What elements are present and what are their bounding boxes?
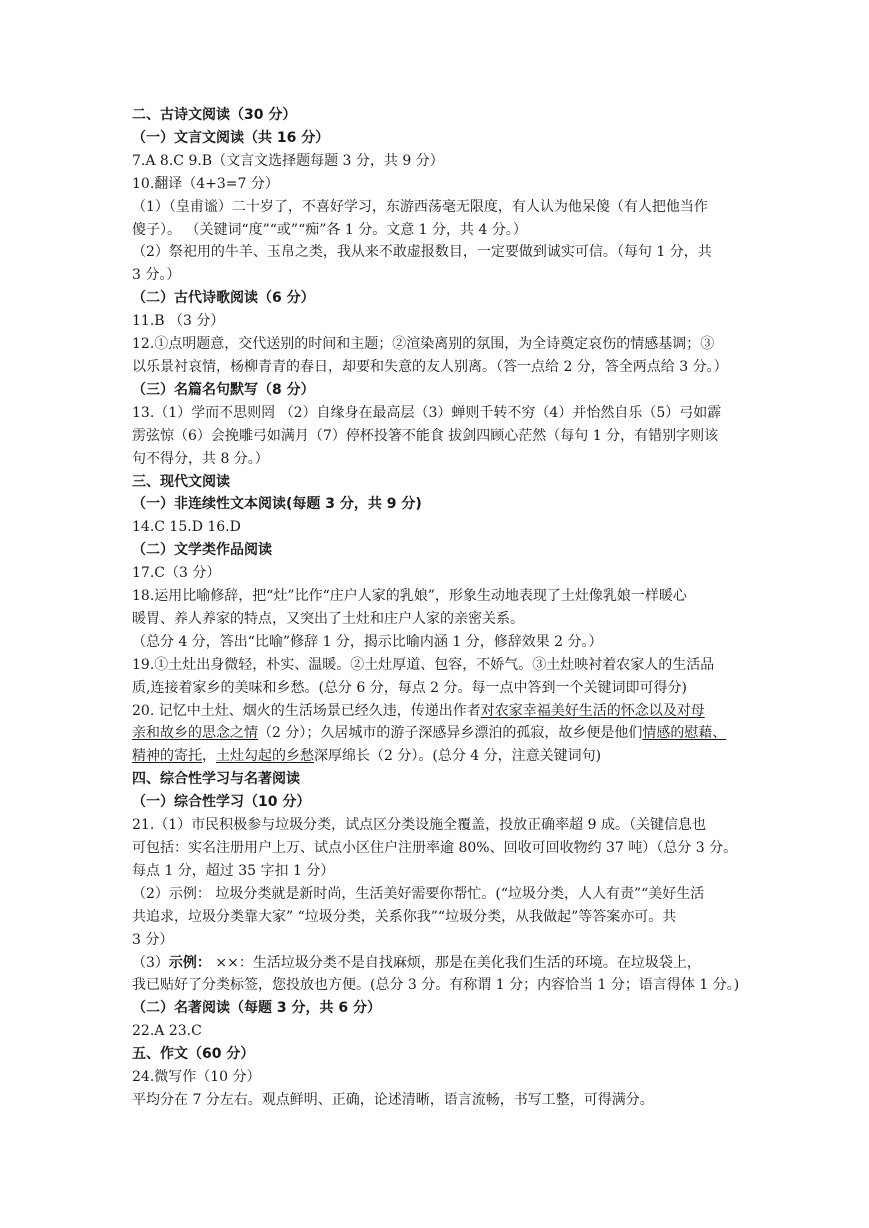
text-line: 共追求，垃圾分类靠大家” “垃圾分类，关系你我”“垃圾分类，从我做起”等答案亦可。共: [132, 908, 677, 925]
text-line: 10.翻译（4+3=7 分）: [132, 175, 279, 192]
text-line: 21.（1）市民积极参与垃圾分类，试点区分类设施全覆盖，投放正确率超 9 成。（关键信息也: [132, 817, 706, 834]
text-line: 平均分在 7 分左右。观点鲜明、正确，论述清晰，语言流畅，书写工整，可得满分。: [132, 1091, 654, 1108]
text-line: 我已贴好了分类标签，您投放也方便。(总分 3 分。有称谓 1 分；内容恰当 1 分；语言得体 1 分。): [132, 977, 740, 994]
text-line: 3 分。）: [132, 267, 181, 284]
section-heading: （二）古代诗歌阅读（6 分）: [132, 290, 315, 307]
underlined-key-phrase: 土灶勾起的乡愁: [216, 748, 314, 765]
text-segment: （2 分）；久居城市的游子深感异乡漂泊的孤寂，故乡便是他们: [258, 725, 643, 742]
text-segment: ××：生活垃圾分类不是自找麻烦，那是在美化我们生活的环境。在垃圾袋上，: [210, 954, 701, 971]
text-line: 句不得分，共 8 分。）: [132, 450, 269, 467]
text-line: 12.①点明题意，交代送别的时间和主题；②渲染离别的氛围，为全诗奠定哀伤的情感基调；③: [132, 336, 715, 353]
underlined-key-phrase: 对农家幸福美好生活的怀念以及对母: [480, 702, 705, 719]
text-line: 22.A 23.C: [132, 1023, 202, 1040]
text-segment: ，: [202, 748, 216, 765]
section-heading: （二）名著阅读（每题 3 分，共 6 分）: [132, 1000, 381, 1017]
text-line: （2）示例： 垃圾分类就是新时尚，生活美好需要你帮忙。(“垃圾分类，人人有责”“美好生活: [132, 885, 705, 902]
section-heading: 三、现代文阅读: [132, 473, 230, 490]
text-line: [132, 722, 768, 745]
text-segment: 20. 记忆中土灶、烟火的生活场景已经久违，传递出作者: [132, 702, 481, 719]
text-line: [132, 745, 768, 768]
text-line: 24.微写作（10 分）: [132, 1069, 261, 1086]
section-heading: （一）文言文阅读（共 16 分）: [132, 129, 330, 146]
text-line: （2）祭祀用的牛羊、玉帛之类，我从来不敢虚报数目，一定要做到诚实可信。（每句 1 分，共: [132, 244, 712, 261]
text-line: 质,连接着家乡的美味和乡愁。(总分 6 分，每点 2 分。每一点中答到一个关键词即可得分): [132, 679, 687, 696]
text-line: 14.C 15.D 16.D: [132, 519, 241, 536]
text-segment: 深厚绵长（2 分）。(总分 4 分，注意关键词句): [314, 748, 602, 765]
section-heading: 二、古诗文阅读（30 分）: [132, 107, 297, 123]
text-line: 傻子）。 （关键词“度”“或”“痴”各 1 分。文意 1 分，共 4 分。）: [132, 221, 527, 238]
text-line: 可包括：实名注册用户上万、试点小区住户注册率逾 80%、回收可回收物约 37 吨）（总分 3 分。: [132, 840, 738, 856]
text-line: 以乐景衬哀情，杨柳青青的春日，却要和失意的友人别离。（答一点给 2 分，答全两点给 3 分。）: [132, 358, 728, 375]
section-heading: （三）名篇名句默写（8 分）: [132, 381, 315, 398]
text-line: （1）（皇甫谧）二十岁了，不喜好学习，东游西荡毫无限度，有人认为他呆傻（有人把他当作: [132, 198, 708, 215]
section-heading: （一）综合性学习（10 分）: [132, 794, 311, 811]
section-heading: （二）文学类作品阅读: [132, 542, 272, 559]
section-heading: （一）非连续性文本阅读(每题 3 分，共 9 分): [132, 496, 422, 513]
text-line: [132, 952, 768, 975]
text-line: 3 分）: [132, 931, 174, 948]
text-line: 暖胃、养人养家的特点，又突出了土灶和庄户人家的亲密关系。: [132, 610, 524, 627]
section-heading: 五、作文（60 分）: [132, 1046, 255, 1063]
text-line: 每点 1 分，超过 35 字扣 1 分）: [132, 862, 335, 879]
text-line: （总分 4 分，答出“比喻”修辞 1 分，揭示比喻内涵 1 分，修辞效果 2 分。）: [132, 633, 603, 650]
text-line: 18.运用比喻修辞，把“灶”比作“庄户人家的乳娘”，形象生动地表现了土灶像乳娘一样暖心: [132, 588, 687, 605]
answer-key-document: [132, 104, 768, 1112]
section-heading: 四、综合性学习与名著阅读: [132, 771, 300, 788]
underlined-key-phrase: 精神的寄托: [132, 748, 202, 765]
text-line: 17.C（3 分）: [132, 565, 221, 582]
text-segment: （3）: [132, 954, 169, 971]
underlined-key-phrase: 亲和故乡的思念之情: [132, 725, 258, 742]
text-line: 11.B （3 分）: [132, 313, 225, 330]
text-line: [132, 700, 768, 723]
text-line: 19.①土灶出身微轻，朴实、温暖。②土灶厚道、包容，不娇气。③土灶映衬着农家人的生活品: [132, 656, 715, 673]
text-line: 7.A 8.C 9.B（文言文选择题每题 3 分，共 9 分）: [132, 152, 444, 169]
text-line: 雳弦惊（6）会挽雕弓如满月（7）停杯投箸不能食 拔剑四顾心茫然（每句 1 分，有错别字则该: [132, 427, 719, 444]
text-segment: 示例：: [168, 954, 211, 971]
text-line: 13.（1）学而不思则罔 （2）自缘身在最高层（3）蝉则千转不穷（4）并怡然自乐（5）弓如霹: [132, 404, 722, 421]
underlined-key-phrase: 情感的慰藉、: [642, 725, 727, 742]
